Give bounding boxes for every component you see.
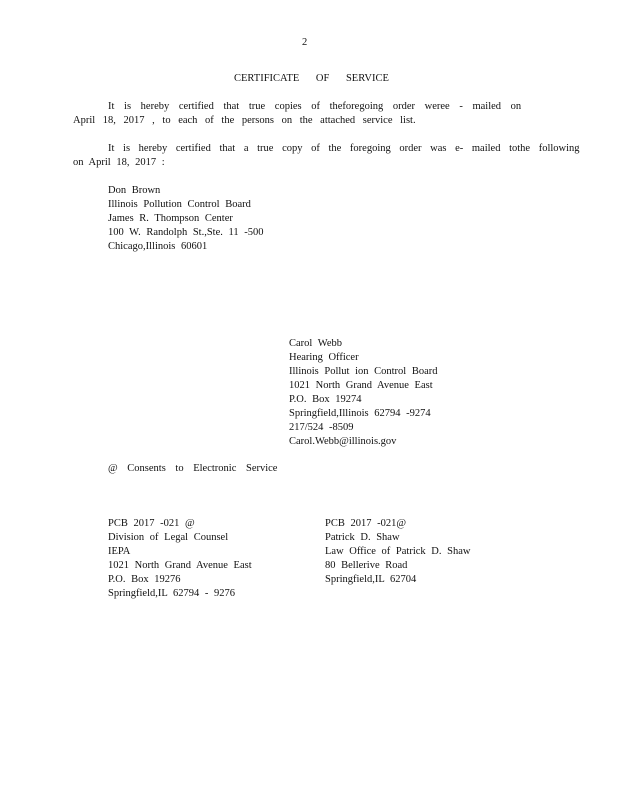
address-block-carol-webb: [289, 337, 438, 449]
address-line: Law Office of Patrick D. Shaw: [325, 546, 471, 557]
address-line: Division of Legal Counsel: [108, 532, 229, 543]
address-line: Patrick D. Shaw: [325, 532, 400, 543]
address-line: Springfield,IL 62794 - 9276: [108, 588, 236, 599]
address-line: P.O. Box 19274: [289, 394, 362, 405]
paragraph-2-line-1: It is hereby certified that a true copy of the foregoing order was e- mailed tothe following: [108, 143, 580, 154]
address-line: PCB 2017 -021 @: [108, 518, 195, 529]
address-line: Don Brown: [108, 185, 161, 196]
address-line: 80 Bellerive Road: [325, 560, 408, 571]
address-line: Chicago,Illinois 60601: [108, 241, 208, 252]
address-line: James R. Thompson Center: [108, 213, 233, 224]
document-title: CERTIFICATE OF SERVICE: [234, 73, 389, 84]
address-line: 100 W. Randolph St.,Ste. 11 -500: [108, 227, 264, 238]
address-block-don-brown: [108, 184, 264, 254]
address-line: Illinois Pollution Control Board: [108, 199, 251, 210]
electronic-service-consent-note: @ Consents to Electronic Service: [108, 463, 278, 474]
paragraph-2-line-2: on April 18, 2017 :: [73, 157, 165, 168]
address-line: PCB 2017 -021@: [325, 518, 407, 529]
paragraph-1-line-1: It is hereby certified that true copies of theforegoing order weree - mailed on: [108, 101, 522, 112]
address-line: Hearing Officer: [289, 352, 359, 363]
address-block-patrick-shaw: [325, 517, 470, 587]
address-line: Carol Webb: [289, 338, 342, 349]
address-line: Springfield,IL 62704: [325, 574, 417, 585]
paragraph-1-line-2: April 18, 2017 , to each of the persons on the attached service list.: [73, 115, 416, 126]
address-block-iepa: [108, 517, 252, 601]
address-line: IEPA: [108, 546, 131, 557]
address-line: 1021 North Grand Avenue East: [289, 380, 433, 391]
email-address: Carol.Webb@illinois.gov: [289, 436, 397, 447]
address-line: 1021 North Grand Avenue East: [108, 560, 252, 571]
address-line: Springfield,Illinois 62794 -9274: [289, 408, 431, 419]
address-line: Illinois Pollut ion Control Board: [289, 366, 438, 377]
address-line: P.O. Box 19276: [108, 574, 181, 585]
address-line: 217/524 -8509: [289, 422, 354, 433]
page-number: 2: [302, 37, 308, 48]
